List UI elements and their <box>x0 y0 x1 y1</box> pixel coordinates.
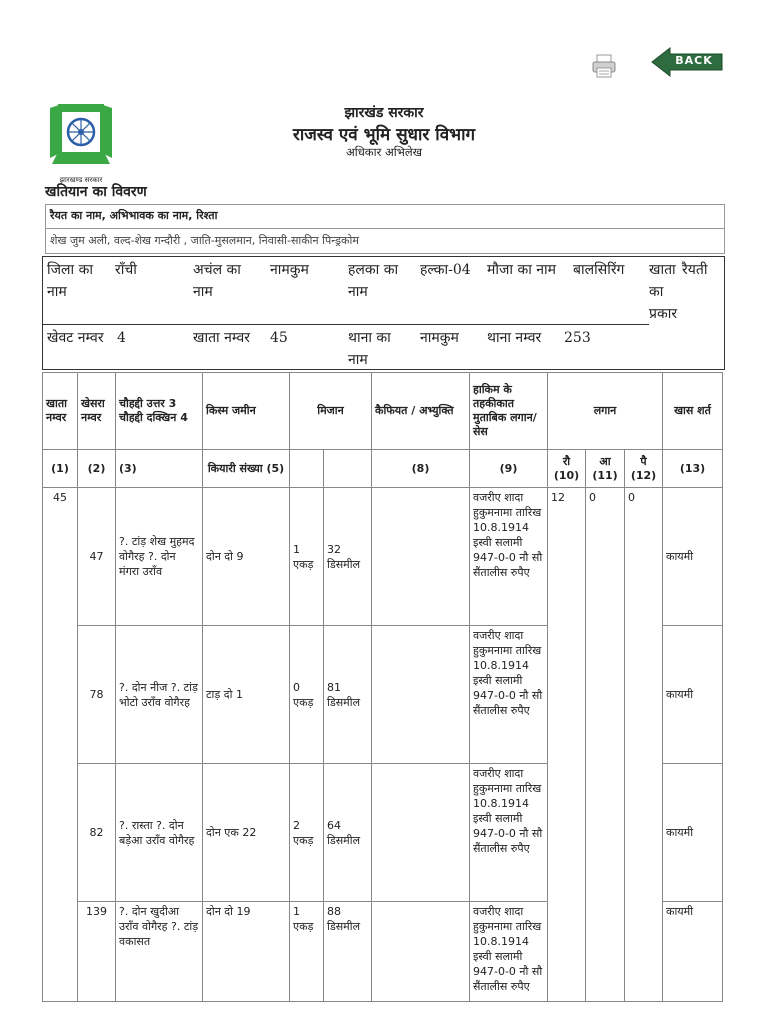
khesra-cell: 47 <box>78 488 116 626</box>
print-button[interactable] <box>590 52 618 80</box>
khewat-value: 4 <box>117 330 126 346</box>
zila-label: जिला का नाम <box>47 262 93 300</box>
hakim-cell: वजरीए शादा हुकुमनामा तारिख 10.8.1914 इस्वी सलामी 947-0-0 नौ सौ सैंतालीस रुपैए <box>470 902 548 1002</box>
khesra-cell: 139 <box>78 902 116 1002</box>
header-mizan: मिजान <box>290 373 372 450</box>
acre-cell: 2 एकड़ <box>290 764 324 902</box>
department-title: राजस्व एवं भूमि सुधार विभाग <box>292 125 476 145</box>
acre-cell: 1 एकड़ <box>290 902 324 1002</box>
sub-2: (2) <box>78 450 116 488</box>
chauhaddi-cell: ?. दोन खुदीआ उराँव वोगैरह ?. टांड़ वकासत <box>116 902 203 1002</box>
header-lagan: लगान <box>548 373 663 450</box>
sub-10: रौ (10) <box>548 450 586 488</box>
sub-12: पै (12) <box>625 450 663 488</box>
hakim-cell: वजरीए शादा हुकुमनामा तारिख 10.8.1914 इस्वी सलामी 947-0-0 नौ सौ सैंतालीस रुपैए <box>470 488 548 626</box>
back-label: BACK <box>675 54 713 67</box>
sub-13: (13) <box>663 450 723 488</box>
mauza-label: मौजा का नाम <box>487 262 557 278</box>
lagan-pai-cell: 0 <box>625 488 663 1002</box>
acre-cell: 1 एकड़ <box>290 488 324 626</box>
khas-cell: कायमी <box>663 902 723 1002</box>
section-title: खतियान का विवरण <box>45 184 147 200</box>
kism-cell: दोन दो 19 <box>203 902 290 1002</box>
printer-icon <box>590 52 618 80</box>
raiyat-value: शेख जुम अली, वल्द-शेख गन्दौरी , जाति-मुसलमान, निवासी-साकीन पिन्ड्रकोम <box>50 234 359 247</box>
header-kaifiyat: कैफियत / अभ्युक्ति <box>372 373 470 450</box>
chauhaddi-cell: ?. दोन नीज ?. टांड़ भोटो उराँव वोगैरह <box>116 626 203 764</box>
kism-cell: दोन दो 9 <box>203 488 290 626</box>
sub-1: (1) <box>43 450 78 488</box>
header-chauhaddi: चौहद्दी उत्तर 3 चौहद्दी दक्खिन 4 <box>116 373 203 450</box>
khata-cell: 45 <box>43 488 78 1002</box>
decimal-cell: 81 डिसमील <box>324 626 372 764</box>
hakim-cell: वजरीए शादा हुकुमनामा तारिख 10.8.1914 इस्वी सलामी 947-0-0 नौ सौ सैंतालीस रुपैए <box>470 764 548 902</box>
table-row <box>43 488 723 626</box>
decimal-cell: 32 डिसमील <box>324 488 372 626</box>
kaifiyat-cell <box>372 902 470 1002</box>
khata-label: खाता नम्वर <box>193 330 250 346</box>
chauhaddi-cell: ?. टांड़ शेख मुहमद वोगैरह ?. दोन मंगरा उराँव <box>116 488 203 626</box>
raiyat-label: रैयत का नाम, अभिभावक का नाम, रिश्ता <box>46 205 724 229</box>
back-button[interactable] <box>650 46 726 78</box>
table-subheader-row <box>43 450 723 488</box>
khata-value: 45 <box>270 330 288 346</box>
sub-5: कियारी संख्या (5) <box>203 450 290 488</box>
mauza-value: बालसिरिंग <box>573 262 625 278</box>
khatiyan-table <box>42 372 723 1002</box>
khesra-cell: 78 <box>78 626 116 764</box>
khata-prakar-label: खाता का प्रकार <box>649 262 678 322</box>
sub-11: आ (11) <box>586 450 625 488</box>
thana-no-label: थाना नम्वर <box>487 330 542 346</box>
chauhaddi-cell: ?. रास्ता ?. दोन बड़ेआ उराँव वोगैरह <box>116 764 203 902</box>
hakim-cell: वजरीए शादा हुकुमनामा तारिख 10.8.1914 इस्वी सलामी 947-0-0 नौ सौ सैंतालीस रुपैए <box>470 626 548 764</box>
decimal-cell: 88 डिसमील <box>324 902 372 1002</box>
kism-cell: दोन एक 22 <box>203 764 290 902</box>
table-header-row <box>43 373 723 450</box>
sub-9: (9) <box>470 450 548 488</box>
thana-value: नामकुम <box>420 330 459 346</box>
khewat-label: खेवट नम्वर <box>47 330 104 346</box>
thana-label: थाना का नाम <box>348 330 391 368</box>
khesra-cell: 82 <box>78 764 116 902</box>
lagan-aa-cell: 0 <box>586 488 625 1002</box>
anchal-label: अचंल का नाम <box>193 262 241 300</box>
decimal-cell: 64 डिसमील <box>324 764 372 902</box>
government-title: झारखंड सरकार <box>344 105 424 121</box>
sub-8: (8) <box>372 450 470 488</box>
sub-7 <box>324 450 372 488</box>
sub-6 <box>290 450 324 488</box>
acre-cell: 0 एकड़ <box>290 626 324 764</box>
district-divider <box>43 324 649 325</box>
raiyat-box <box>45 204 725 254</box>
kaifiyat-cell <box>372 488 470 626</box>
header-kism: किस्म जमीन <box>203 373 290 450</box>
thana-no-value: 253 <box>564 330 591 346</box>
kaifiyat-cell <box>372 626 470 764</box>
header-khata: खाता नम्वर <box>43 373 78 450</box>
logo-caption: झारखण्ड सरकार <box>59 176 103 184</box>
kism-cell: टाड़ दो 1 <box>203 626 290 764</box>
header-khas: खास शर्त <box>663 373 723 450</box>
zila-value: राँची <box>115 262 137 278</box>
sub-3: (3) <box>116 450 203 488</box>
khas-cell: कायमी <box>663 626 723 764</box>
halka-label: हलका का नाम <box>348 262 399 300</box>
header-khesra: खेसरा नम्वर <box>78 373 116 450</box>
anchal-value: नामकुम <box>270 262 309 278</box>
khata-prakar-value: रैयती <box>682 262 708 278</box>
khas-cell: कायमी <box>663 764 723 902</box>
header-hakim: हाकिम के तहकीकात मुताबिक लगान/सेस <box>470 373 548 450</box>
kaifiyat-cell <box>372 764 470 902</box>
district-details <box>42 256 725 370</box>
halka-value: हल्का-04 <box>420 262 471 278</box>
lagan-ru-cell: 12 <box>548 488 586 1002</box>
record-subtitle: अधिकार अभिलेख <box>345 145 423 159</box>
khas-cell: कायमी <box>663 488 723 626</box>
